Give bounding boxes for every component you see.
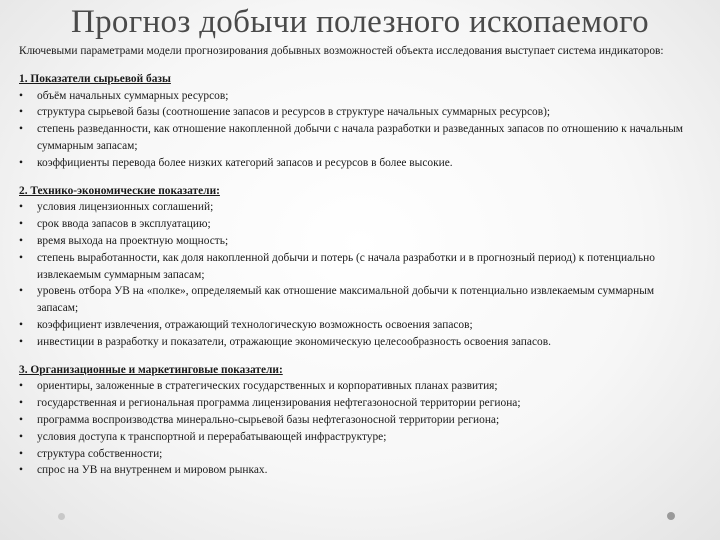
section-heading: 2. Технико-экономические показатели: [19, 184, 220, 197]
list-item: • структура собственности; [19, 446, 694, 463]
list-item: • программа воспроизводства минерально-сырьевой базы нефтегазоносной территории региона; [19, 412, 694, 429]
intro-text: Ключевыми параметрами модели прогнозирования добывных возможностей объекта исследования выступает система индикаторов: [19, 45, 664, 57]
list-item: • условия доступа к транспортной и перерабатывающей инфраструктуре; [19, 429, 694, 446]
list-item: • инвестиции в разработку и показатели, отражающие экономическую целесообразность освоения запасов. [19, 334, 694, 351]
list-item: • коэффициенты перевода более низких категорий запасов и ресурсов в более высокие. [19, 155, 694, 172]
decorative-dot-right [667, 512, 675, 520]
slide-title: Прогноз добычи полезного ископаемого [71, 4, 649, 40]
list-item: • структура сырьевой базы (соотношение запасов и ресурсов в структуре начальных суммарных ресурсов); [19, 104, 694, 121]
list-item: • спрос на УВ на внутреннем и мировом рынках. [19, 462, 694, 479]
section-heading: 3. Организационные и маркетинговые показатели: [19, 363, 283, 376]
slide-body [19, 43, 694, 479]
section-heading: 1. Показатели сырьевой базы [19, 72, 171, 85]
list-item: • коэффициент извлечения, отражающий технологическую возможность освоения запасов; [19, 317, 694, 334]
list-item: • время выхода на проектную мощность; [19, 233, 694, 250]
list-item: • степень разведанности, как отношение накопленной добычи с начала разработки и разведанных запасов по отношению к начальным суммарным запасам; [19, 121, 694, 155]
list-item: • степень выработанности, как доля накопленной добычи и потерь (с начала разработки и в прогнозный период) к потенциально извлекаемым суммарным запасам; [19, 250, 694, 284]
decorative-dot-left [58, 513, 65, 520]
list-item: • объём начальных суммарных ресурсов; [19, 88, 694, 105]
list-item: • государственная и региональная программа лицензирования нефтегазоносной территории региона; [19, 395, 694, 412]
list-item: • срок ввода запасов в эксплуатацию; [19, 216, 694, 233]
list-item: • ориентиры, заложенные в стратегических государственных и корпоративных планах развития; [19, 378, 694, 395]
list-item: • условия лицензионных соглашений; [19, 199, 694, 216]
list-item: • уровень отбора УВ на «полке», определяемый как отношение максимальной добычи к потенциально извлекаемым суммарным запасам; [19, 283, 694, 317]
